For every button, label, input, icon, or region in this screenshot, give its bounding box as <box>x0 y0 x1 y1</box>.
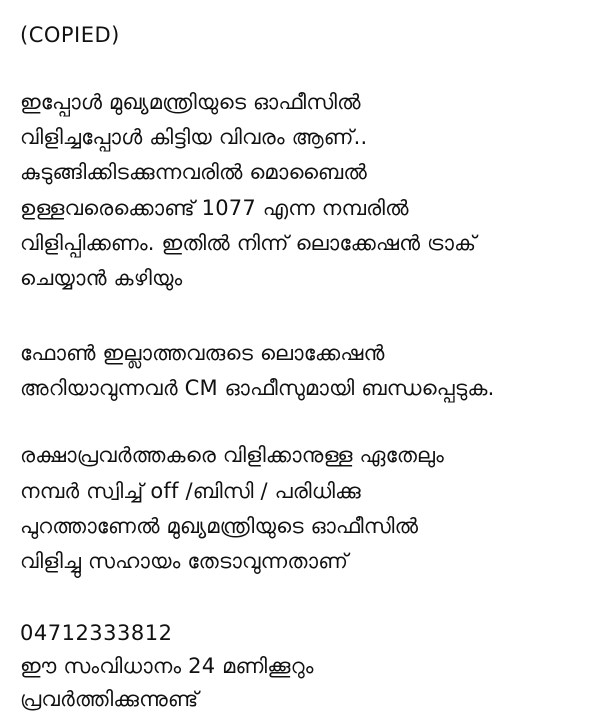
text-line: വിളിച്ചു സഹായം തേടാവുന്നതാണ് <box>20 549 349 573</box>
text-line: നമ്പർ സ്വിച്ച് off /ബിസി / പരിധിക്കു <box>20 479 361 503</box>
phone-number: 04712333812 <box>20 621 173 645</box>
copied-label: (COPIED) <box>20 23 120 47</box>
text-line: വിളിപ്പിക്കണം. ഇതിൽ നിന്ന് ലൊക്കേഷൻ ട്രാക് <box>20 231 477 255</box>
text-line: വിളിച്ചപ്പോൾ കിട്ടിയ വിവരം ആണ്.. <box>20 125 368 149</box>
text-line: ഇപ്പോൾ മുഖ്യമന്ത്രിയുടെ ഓഫീസിൽ <box>20 90 361 114</box>
text-line: ഈ സംവിധാനം 24 മണിക്കൂറും <box>20 654 314 678</box>
text-line: പ്രവർത്തിക്കുന്നുണ്ട് <box>20 687 199 711</box>
text-line: ഉള്ളവരെക്കൊണ്ട് 1077 എന്ന നമ്പരിൽ <box>20 196 409 220</box>
text-line: ഫോൺ ഇല്ലാത്തവരുടെ ലൊക്കേഷൻ <box>20 341 385 365</box>
text-line: ചെയ്യാൻ കഴിയും <box>20 266 183 290</box>
text-line: അറിയാവുന്നവർ CM ഓഫീസുമായി ബന്ധപ്പെടുക. <box>20 376 495 400</box>
text-line: കുടുങ്ങിക്കിടക്കുന്നവരിൽ മൊബൈൽ <box>20 160 367 184</box>
text-line: രക്ഷാപ്രവർത്തകരെ വിളിക്കാനുള്ള ഏതേലും <box>20 443 445 467</box>
text-line: പുറത്താണേൽ മുഖ്യമന്ത്രിയുടെ ഓഫീസിൽ <box>20 514 419 538</box>
